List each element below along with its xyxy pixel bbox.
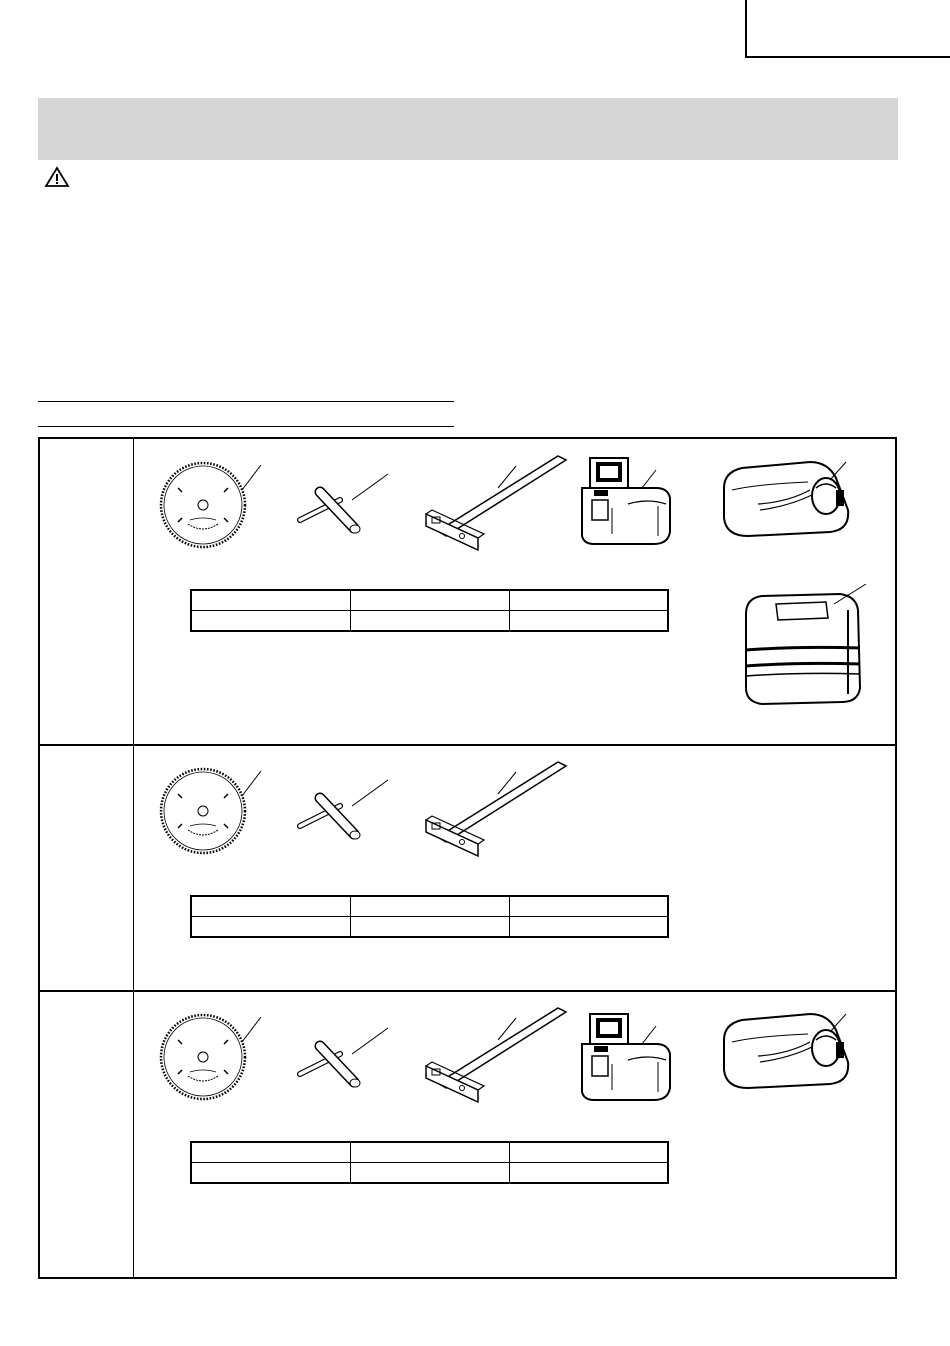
heading-rule-bottom — [38, 426, 454, 427]
table-cell — [191, 896, 350, 917]
box-wrench-icon — [292, 776, 402, 846]
carrying-case-icon — [736, 584, 876, 714]
table-cell — [191, 611, 350, 632]
row-divider-2 — [38, 990, 897, 992]
label-column-divider — [133, 437, 134, 1279]
warning-triangle-icon — [44, 166, 70, 188]
table-row — [191, 611, 668, 632]
saw-blade-icon — [158, 460, 268, 550]
table-cell — [509, 1142, 668, 1163]
guide-icon — [418, 998, 578, 1108]
table-cell — [350, 1142, 509, 1163]
saw-blade-icon — [158, 1012, 268, 1102]
spec-table-3 — [190, 1141, 669, 1184]
table-row — [191, 1142, 668, 1163]
table-cell — [350, 611, 509, 632]
table-cell — [350, 590, 509, 611]
table-row — [191, 896, 668, 917]
table-cell — [350, 1163, 509, 1184]
table-cell — [350, 917, 509, 938]
table-cell — [191, 1163, 350, 1184]
heading-rule-top — [38, 401, 454, 402]
page-number-box — [745, 0, 950, 58]
table-cell — [191, 1142, 350, 1163]
table-row — [191, 590, 668, 611]
table-cell — [191, 917, 350, 938]
section-title-band — [38, 98, 898, 160]
row-divider-1 — [38, 744, 897, 746]
table-cell — [509, 1163, 668, 1184]
battery-icon — [572, 1004, 682, 1104]
box-wrench-icon — [292, 470, 402, 540]
box-wrench-icon — [292, 1024, 402, 1094]
guide-icon — [418, 752, 578, 862]
spec-table-1 — [190, 589, 669, 632]
table-cell — [509, 917, 668, 938]
table-cell — [509, 611, 668, 632]
charger-icon — [718, 448, 858, 548]
guide-icon — [418, 446, 578, 556]
table-cell — [509, 590, 668, 611]
table-cell — [509, 896, 668, 917]
table-row — [191, 1163, 668, 1184]
charger-icon — [718, 1000, 858, 1100]
saw-blade-icon — [158, 766, 268, 856]
table-cell — [350, 896, 509, 917]
table-row — [191, 917, 668, 938]
spec-table-2 — [190, 895, 669, 938]
table-cell — [191, 590, 350, 611]
battery-icon — [572, 448, 682, 548]
